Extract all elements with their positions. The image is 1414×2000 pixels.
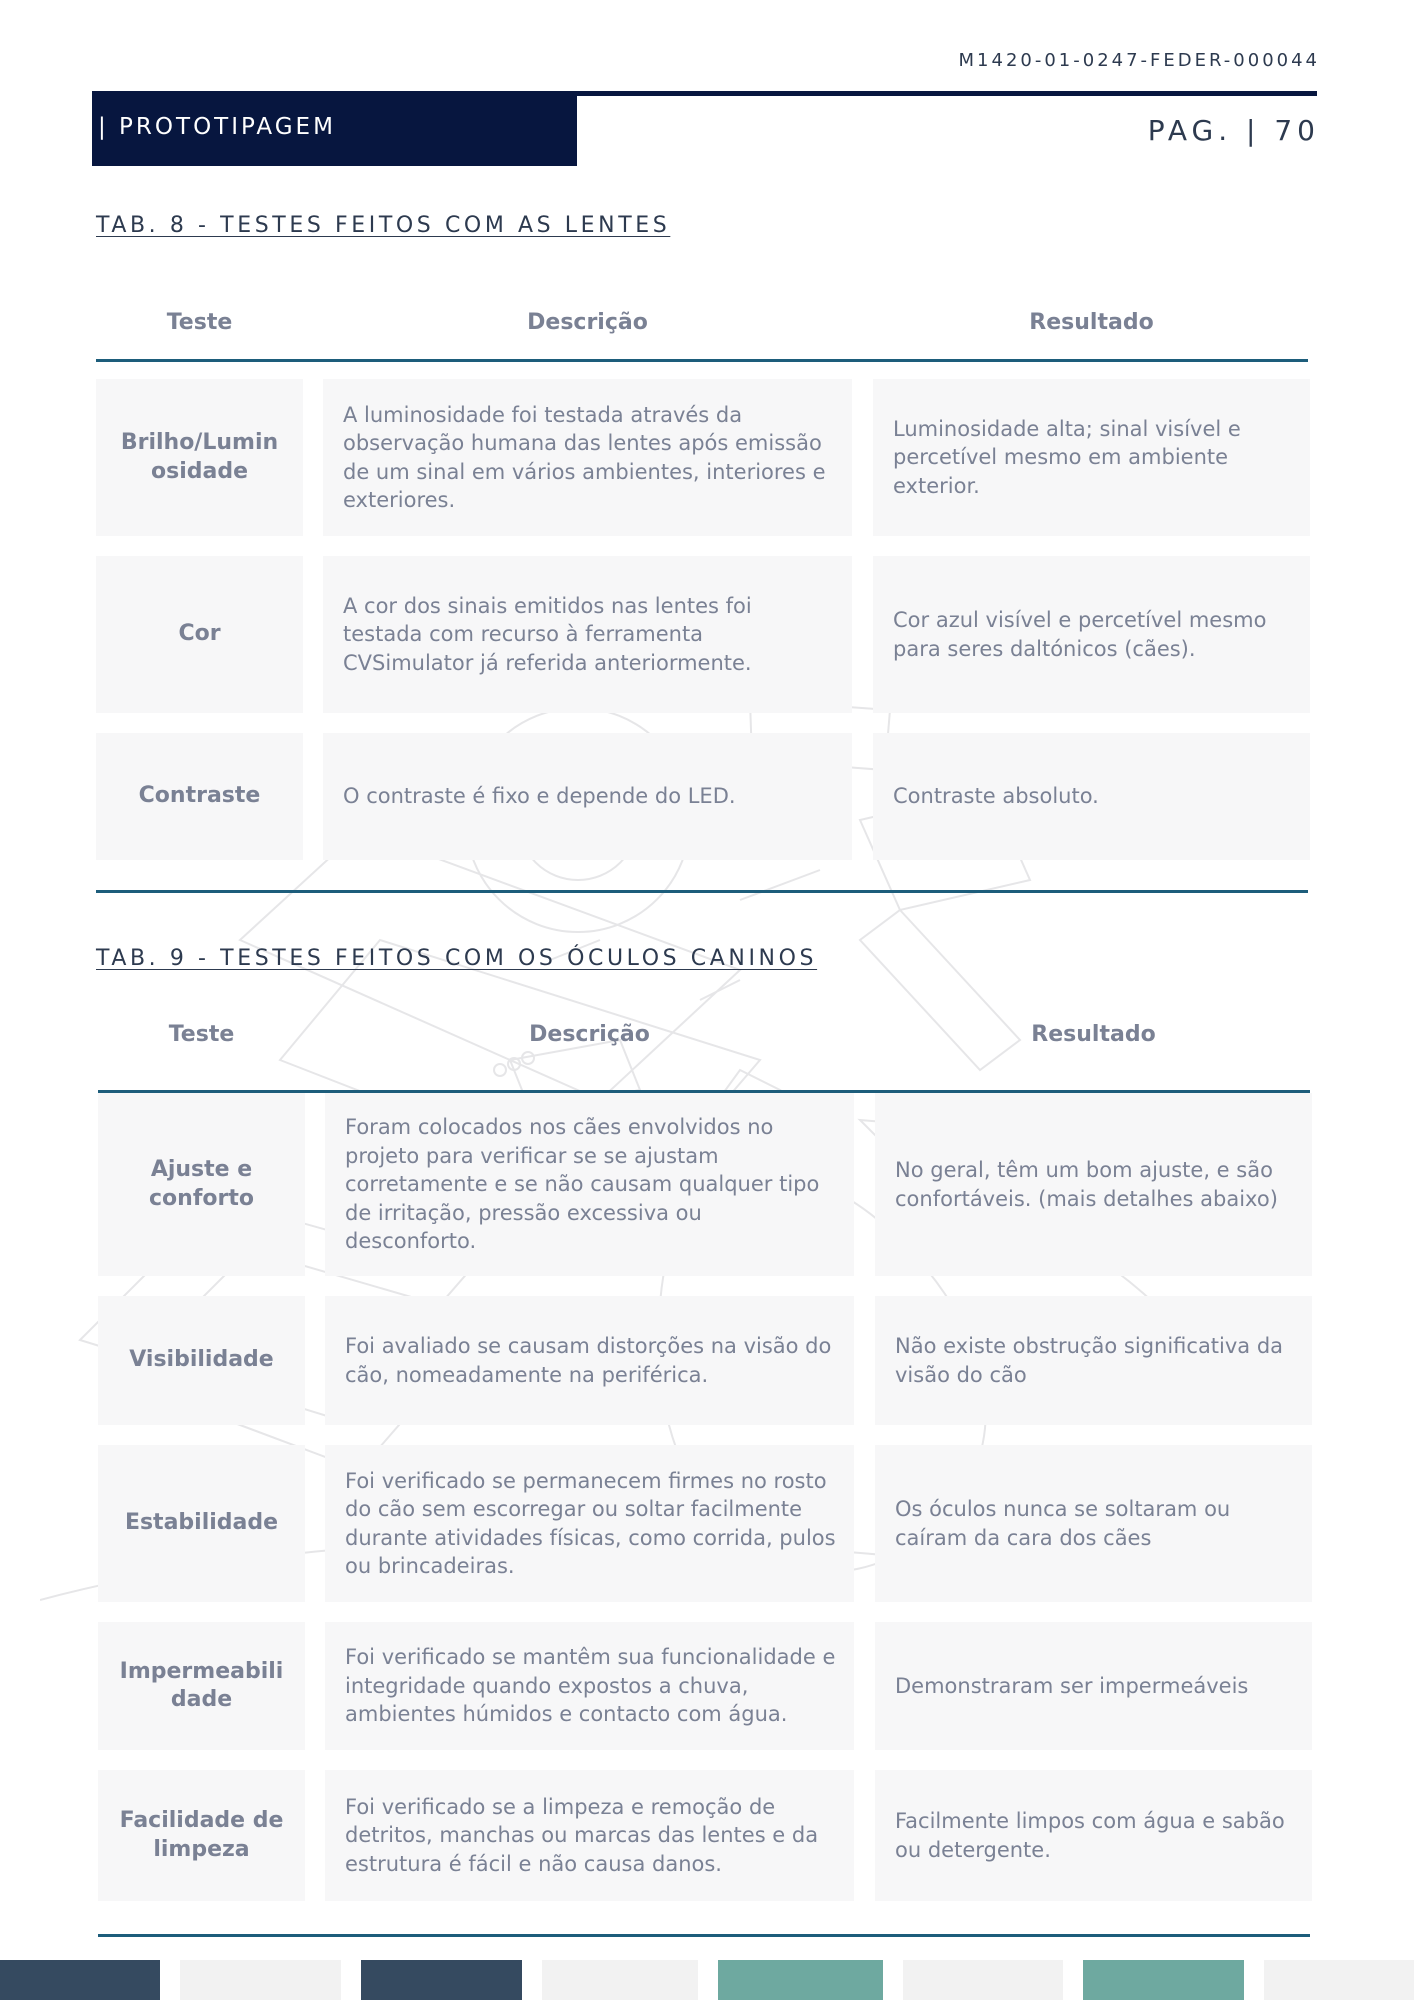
footer-stripe bbox=[1083, 1960, 1244, 2000]
table-9-caption: TAB. 9 - TESTES FEITOS COM OS ÓCULOS CANINOS bbox=[96, 946, 818, 971]
table-9-row-5-teste: Facilidade de limpeza bbox=[98, 1770, 305, 1901]
table-9-row-3-descricao: Foi verificado se permanecem firmes no rosto do cão sem escorregar ou soltar facilmente durante atividades físicas, como corrida, pulos ou brincadeiras. bbox=[325, 1445, 854, 1602]
footer-stripe bbox=[180, 1960, 341, 2000]
table-8-row-3-teste: Contraste bbox=[96, 733, 303, 860]
footer-stripe bbox=[0, 1960, 160, 2000]
table-9-header-teste: Teste bbox=[168, 1022, 235, 1047]
table-8-row-2-descricao: A cor dos sinais emitidos nas lentes foi testada com recurso à ferramenta CVSimulator já referida anteriormente. bbox=[323, 556, 852, 713]
table-9-row-1-descricao: Foram colocados nos cães envolvidos no projeto para verificar se se ajustam corretamente e se não causam qualquer tipo de irritação, pressão excessiva ou desconforto. bbox=[325, 1093, 854, 1276]
table-8-row-3-descricao: O contraste é fixo e depende do LED. bbox=[323, 733, 852, 860]
table-8-caption: TAB. 8 - TESTES FEITOS COM AS LENTES bbox=[96, 213, 671, 238]
table-9-row-4-resultado: Demonstraram ser impermeáveis bbox=[875, 1622, 1312, 1750]
table-9-row-5-resultado: Facilmente limpos com água e sabão ou detergente. bbox=[875, 1770, 1312, 1901]
table-9-row-2-resultado: Não existe obstrução significativa da visão do cão bbox=[875, 1296, 1312, 1425]
footer-stripe bbox=[903, 1960, 1063, 2000]
table-9-row-5-descricao: Foi verificado se a limpeza e remoção de detritos, manchas ou marcas das lentes e da estrutura é fácil e não causa danos. bbox=[325, 1770, 854, 1901]
table-8-row-1-descricao: A luminosidade foi testada através da observação humana das lentes após emissão de um sinal em vários ambientes, interiores e exteriores. bbox=[323, 379, 852, 536]
table-8-header-teste: Teste bbox=[166, 310, 233, 335]
table-9-row-4-teste: Impermeabili dade bbox=[98, 1622, 305, 1750]
table-8-header-descricao: Descrição bbox=[527, 310, 648, 335]
footer-stripe bbox=[361, 1960, 522, 2000]
table-8-row-1-resultado: Luminosidade alta; sinal visível e percetível mesmo em ambiente exterior. bbox=[873, 379, 1310, 536]
table-9-row-1-resultado: No geral, têm um bom ajuste, e são confortáveis. (mais detalhes abaixo) bbox=[875, 1093, 1312, 1276]
table-8-row-2-teste: Cor bbox=[96, 556, 303, 713]
table-8-row-1-teste: Brilho/Lumin osidade bbox=[96, 379, 303, 536]
document-code: M1420-01-0247-FEDER-000044 bbox=[958, 50, 1320, 71]
footer-stripe bbox=[1264, 1960, 1414, 2000]
table-9-row-3-teste: Estabilidade bbox=[98, 1445, 305, 1602]
table-9-row-4-descricao: Foi verificado se mantêm sua funcionalidade e integridade quando expostos a chuva, ambientes húmidos e contacto com água. bbox=[325, 1622, 854, 1750]
table-8-row-3-resultado: Contraste absoluto. bbox=[873, 733, 1310, 860]
table-8-header-resultado: Resultado bbox=[1029, 310, 1154, 335]
table-8-row-2-resultado: Cor azul visível e percetível mesmo para seres daltónicos (cães). bbox=[873, 556, 1310, 713]
table-9-row-2-descricao: Foi avaliado se causam distorções na visão do cão, nomeadamente na periférica. bbox=[325, 1296, 854, 1425]
table-9-bottom-rule bbox=[98, 1934, 1310, 1937]
table-9-row-1-teste: Ajuste e conforto bbox=[98, 1093, 305, 1276]
table-8-header-rule bbox=[96, 359, 1308, 362]
table-9-header-resultado: Resultado bbox=[1031, 1022, 1156, 1047]
footer-stripe bbox=[542, 1960, 698, 2000]
table-9-header-descricao: Descrição bbox=[529, 1022, 650, 1047]
table-9-row-3-resultado: Os óculos nunca se soltaram ou caíram da cara dos cães bbox=[875, 1445, 1312, 1602]
table-8-bottom-rule bbox=[96, 890, 1308, 893]
footer-stripe bbox=[718, 1960, 883, 2000]
table-9-row-2-teste: Visibilidade bbox=[98, 1296, 305, 1425]
page-number: PAG. | 70 bbox=[1147, 114, 1320, 147]
section-title: | PROTOTIPAGEM bbox=[98, 114, 336, 140]
